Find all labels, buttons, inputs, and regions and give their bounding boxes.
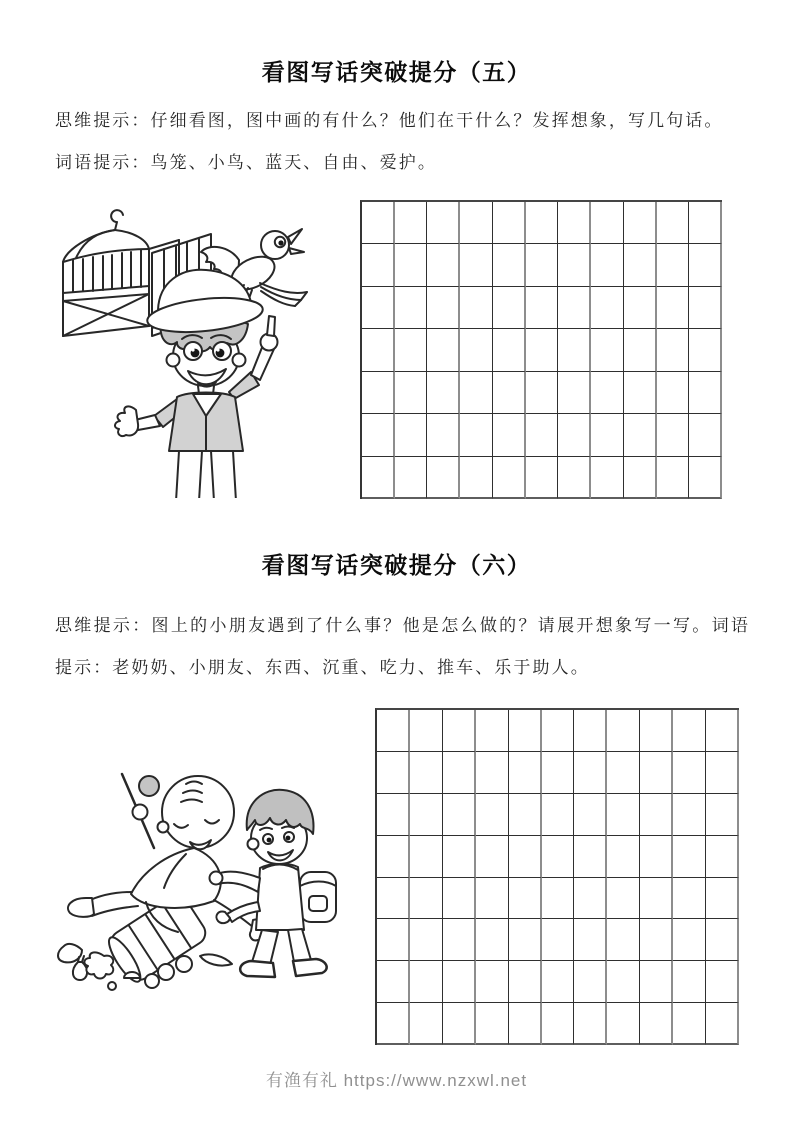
writing-cell bbox=[706, 836, 739, 878]
writing-cell bbox=[574, 752, 607, 794]
writing-cell bbox=[558, 287, 591, 329]
writing-cell bbox=[706, 878, 739, 920]
writing-cell bbox=[673, 710, 706, 752]
writing-cell bbox=[542, 1003, 575, 1045]
writing-cell bbox=[591, 329, 624, 371]
writing-cell bbox=[526, 457, 559, 499]
writing-cell bbox=[476, 752, 509, 794]
writing-cell bbox=[526, 244, 559, 286]
writing-cell bbox=[558, 372, 591, 414]
writing-cell bbox=[460, 457, 493, 499]
writing-cell bbox=[460, 329, 493, 371]
writing-cell bbox=[427, 244, 460, 286]
writing-cell bbox=[689, 244, 722, 286]
illustration-boy-freeing-bird bbox=[46, 196, 338, 498]
writing-cell bbox=[673, 878, 706, 920]
writing-cell bbox=[526, 202, 559, 244]
writing-cell bbox=[689, 457, 722, 499]
writing-cell bbox=[526, 372, 559, 414]
writing-cell bbox=[509, 878, 542, 920]
writing-cell bbox=[377, 919, 410, 961]
writing-cell bbox=[591, 414, 624, 456]
writing-cell bbox=[574, 961, 607, 1003]
section6-thinking-hint: 思维提示：图上的小朋友遇到了什么事？他是怎么做的？请展开想象写一写。词语提示：老奶奶、小朋友、东西、沉重、吃力、推车、乐于助人。 bbox=[55, 616, 750, 677]
footer-watermark bbox=[0, 1066, 793, 1091]
writing-cell bbox=[410, 878, 443, 920]
writing-cell bbox=[574, 878, 607, 920]
writing-cell bbox=[476, 710, 509, 752]
writing-cell bbox=[657, 414, 690, 456]
writing-cell bbox=[607, 710, 640, 752]
writing-cell bbox=[410, 794, 443, 836]
writing-cell bbox=[607, 836, 640, 878]
writing-cell bbox=[493, 414, 526, 456]
writing-cell bbox=[395, 244, 428, 286]
writing-cell bbox=[558, 457, 591, 499]
writing-grid-section6 bbox=[375, 708, 739, 1045]
writing-cell bbox=[689, 287, 722, 329]
writing-cell bbox=[657, 287, 690, 329]
writing-cell bbox=[410, 1003, 443, 1045]
writing-cell bbox=[574, 710, 607, 752]
writing-cell bbox=[689, 372, 722, 414]
section6-title: 看图写话突破提分（六） bbox=[261, 553, 532, 578]
section5-word-hint: 词语提示：鸟笼、小鸟、蓝天、自由、爱护。 bbox=[55, 153, 437, 172]
writing-cell bbox=[427, 287, 460, 329]
writing-cell bbox=[706, 919, 739, 961]
writing-cell bbox=[657, 244, 690, 286]
writing-cell bbox=[460, 287, 493, 329]
writing-cell bbox=[493, 287, 526, 329]
writing-cell bbox=[476, 794, 509, 836]
writing-cell bbox=[377, 794, 410, 836]
writing-cell bbox=[673, 836, 706, 878]
writing-cell bbox=[443, 919, 476, 961]
writing-cell bbox=[673, 919, 706, 961]
writing-cell bbox=[427, 202, 460, 244]
writing-cell bbox=[673, 752, 706, 794]
writing-cell bbox=[395, 329, 428, 371]
writing-cell bbox=[509, 710, 542, 752]
writing-cell bbox=[443, 710, 476, 752]
writing-cell bbox=[460, 372, 493, 414]
writing-cell bbox=[526, 414, 559, 456]
writing-cell bbox=[591, 202, 624, 244]
writing-cell bbox=[362, 287, 395, 329]
writing-cell bbox=[410, 836, 443, 878]
writing-cell bbox=[591, 457, 624, 499]
writing-cell bbox=[443, 836, 476, 878]
writing-cell bbox=[542, 710, 575, 752]
writing-cell bbox=[377, 752, 410, 794]
writing-cell bbox=[395, 372, 428, 414]
writing-cell bbox=[377, 710, 410, 752]
writing-cell bbox=[640, 752, 673, 794]
boy-with-cap-drawing bbox=[115, 270, 278, 498]
writing-cell bbox=[493, 329, 526, 371]
writing-cell bbox=[493, 202, 526, 244]
writing-cell bbox=[377, 1003, 410, 1045]
illustration-boy-helping-grandma bbox=[48, 750, 348, 995]
writing-cell bbox=[574, 919, 607, 961]
writing-cell bbox=[509, 752, 542, 794]
section5-thinking-hint: 思维提示：仔细看图，图中画的有什么？他们在干什么？发挥想象，写几句话。 bbox=[55, 111, 724, 130]
writing-cell bbox=[427, 372, 460, 414]
writing-cell bbox=[377, 961, 410, 1003]
writing-cell bbox=[410, 752, 443, 794]
writing-cell bbox=[542, 752, 575, 794]
writing-cell bbox=[657, 457, 690, 499]
writing-cell bbox=[395, 202, 428, 244]
writing-cell bbox=[410, 710, 443, 752]
writing-cell bbox=[657, 372, 690, 414]
writing-cell bbox=[689, 329, 722, 371]
writing-cell bbox=[427, 457, 460, 499]
writing-cell bbox=[362, 457, 395, 499]
writing-cell bbox=[706, 1003, 739, 1045]
writing-cell bbox=[689, 202, 722, 244]
writing-cell bbox=[460, 244, 493, 286]
writing-cell bbox=[607, 961, 640, 1003]
writing-cell bbox=[607, 794, 640, 836]
writing-cell bbox=[657, 329, 690, 371]
writing-cell bbox=[574, 1003, 607, 1045]
writing-cell bbox=[362, 202, 395, 244]
writing-cell bbox=[493, 244, 526, 286]
writing-cell bbox=[427, 414, 460, 456]
writing-cell bbox=[362, 244, 395, 286]
writing-cell bbox=[476, 878, 509, 920]
writing-cell bbox=[460, 414, 493, 456]
writing-cell bbox=[624, 372, 657, 414]
writing-cell bbox=[574, 836, 607, 878]
writing-cell bbox=[624, 457, 657, 499]
writing-cell bbox=[493, 372, 526, 414]
writing-grid-section5 bbox=[360, 200, 722, 499]
writing-cell bbox=[624, 244, 657, 286]
writing-cell bbox=[706, 794, 739, 836]
writing-cell bbox=[673, 961, 706, 1003]
writing-cell bbox=[377, 836, 410, 878]
writing-cell bbox=[657, 202, 690, 244]
writing-cell bbox=[542, 878, 575, 920]
writing-cell bbox=[591, 244, 624, 286]
writing-cell bbox=[460, 202, 493, 244]
writing-cell bbox=[509, 1003, 542, 1045]
footer-url-text: 有渔有礼 https://www.nzxwl.net bbox=[265, 1071, 528, 1090]
writing-cell bbox=[395, 457, 428, 499]
writing-cell bbox=[706, 710, 739, 752]
writing-cell bbox=[624, 287, 657, 329]
writing-cell bbox=[410, 919, 443, 961]
section5-title: 看图写话突破提分（五） bbox=[261, 60, 532, 85]
writing-cell bbox=[362, 329, 395, 371]
writing-cell bbox=[640, 836, 673, 878]
writing-cell bbox=[443, 1003, 476, 1045]
section6-hints bbox=[55, 605, 750, 689]
writing-cell bbox=[476, 1003, 509, 1045]
writing-cell bbox=[476, 919, 509, 961]
writing-cell bbox=[640, 878, 673, 920]
writing-cell bbox=[689, 414, 722, 456]
writing-cell bbox=[542, 919, 575, 961]
writing-cell bbox=[640, 794, 673, 836]
writing-cell bbox=[542, 794, 575, 836]
writing-cell bbox=[362, 372, 395, 414]
writing-cell bbox=[542, 836, 575, 878]
writing-cell bbox=[624, 329, 657, 371]
writing-cell bbox=[509, 794, 542, 836]
writing-cell bbox=[574, 794, 607, 836]
writing-cell bbox=[362, 414, 395, 456]
writing-cell bbox=[607, 1003, 640, 1045]
writing-cell bbox=[640, 961, 673, 1003]
writing-cell bbox=[377, 878, 410, 920]
writing-cell bbox=[558, 202, 591, 244]
writing-cell bbox=[558, 329, 591, 371]
writing-cell bbox=[526, 329, 559, 371]
writing-cell bbox=[443, 752, 476, 794]
writing-cell bbox=[640, 710, 673, 752]
writing-cell bbox=[443, 878, 476, 920]
writing-cell bbox=[673, 1003, 706, 1045]
writing-cell bbox=[640, 919, 673, 961]
writing-cell bbox=[706, 752, 739, 794]
writing-cell bbox=[542, 961, 575, 1003]
writing-cell bbox=[591, 287, 624, 329]
writing-cell bbox=[493, 457, 526, 499]
writing-cell bbox=[624, 202, 657, 244]
writing-cell bbox=[607, 878, 640, 920]
writing-cell bbox=[509, 836, 542, 878]
writing-cell bbox=[395, 414, 428, 456]
writing-cell bbox=[624, 414, 657, 456]
writing-cell bbox=[443, 961, 476, 1003]
writing-cell bbox=[526, 287, 559, 329]
writing-cell bbox=[509, 961, 542, 1003]
writing-cell bbox=[607, 919, 640, 961]
writing-cell bbox=[591, 372, 624, 414]
writing-cell bbox=[558, 244, 591, 286]
writing-cell bbox=[476, 961, 509, 1003]
writing-cell bbox=[607, 752, 640, 794]
writing-cell bbox=[427, 329, 460, 371]
writing-cell bbox=[443, 794, 476, 836]
section5-hints bbox=[55, 100, 750, 184]
writing-cell bbox=[640, 1003, 673, 1045]
writing-cell bbox=[558, 414, 591, 456]
writing-cell bbox=[476, 836, 509, 878]
writing-cell bbox=[673, 794, 706, 836]
writing-cell bbox=[410, 961, 443, 1003]
writing-cell bbox=[509, 919, 542, 961]
writing-cell bbox=[395, 287, 428, 329]
writing-cell bbox=[706, 961, 739, 1003]
